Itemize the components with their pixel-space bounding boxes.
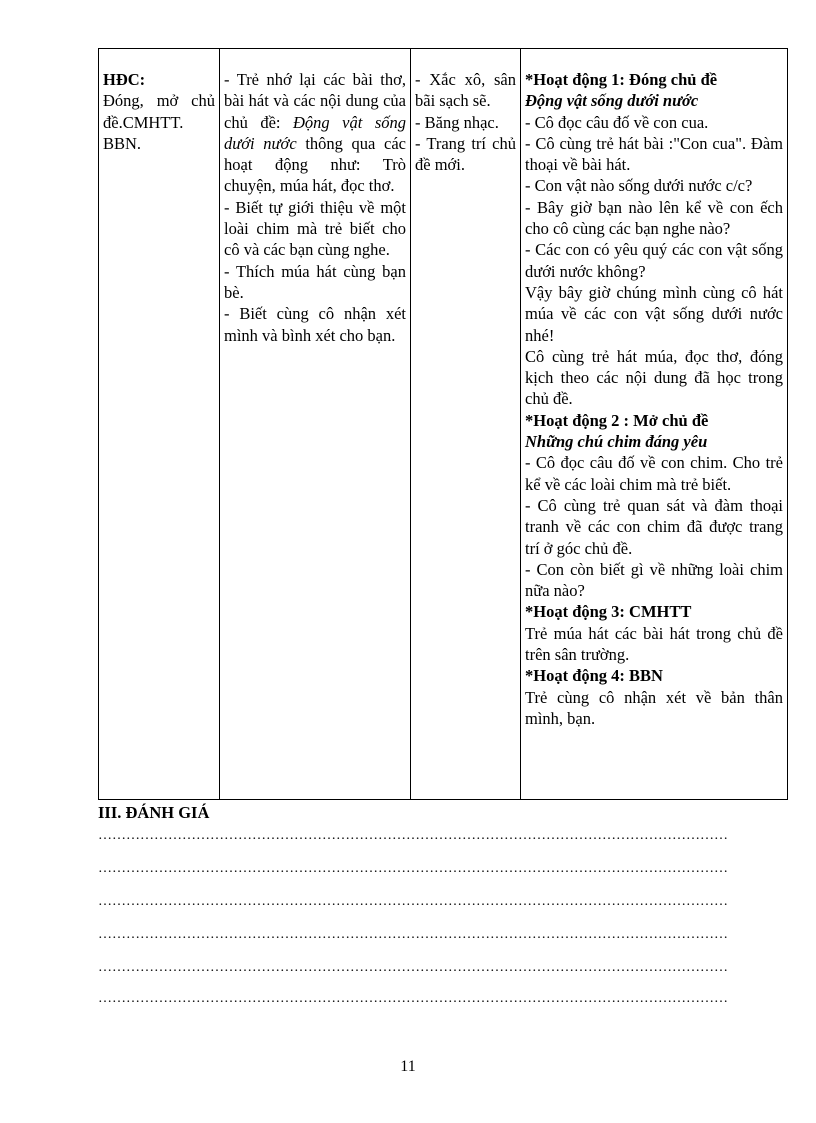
evaluation-line: ……………………………………………………………………………………………………………………… [98,894,728,909]
procedure-step: - Con vật nào sống dưới nước c/c? [525,176,753,196]
objectives-cell [220,49,411,800]
preparation-cell [411,49,521,800]
activity-subheading: Những chú chim đáng yêu [525,432,708,452]
evaluation-line: ……………………………………………………………………………………………………………………… [98,828,728,843]
procedure-step: - Cô cùng trẻ hát bài :"Con cua". Đàm thoại về bài hát. [525,133,783,175]
evaluation-line: ……………………………………………………………………………………………………………………… [98,991,728,1006]
procedure-step: - Bây giờ bạn nào lên kể về con ếch cho cô cùng các bạn nghe nào? [525,197,783,239]
procedure-step: - Cô đọc câu đố về con chim. Cho trẻ kể về các loài chim mà trẻ biết. [525,453,783,494]
procedure-step: Cô cùng trẻ hát múa, đọc thơ, đóng kịch theo các nội dung đã học trong chủ đề. [525,346,783,409]
activity-plan-table [98,48,788,800]
preparation-item: - Xắc xô, sân bãi sạch sẽ. [415,70,516,111]
procedure-step: Trẻ múa hát các bài hát trong chủ đề trên sân trường. [525,623,783,665]
evaluation-line: ……………………………………………………………………………………………………………………… [98,960,728,975]
procedure-cell [521,49,788,800]
topic-name-italic: Động vật sống dưới nước [224,112,407,153]
procedure-step: - Cô đọc câu đố về con cua. [525,112,709,132]
activity-heading: *Hoạt động 1: Đóng chủ đề [525,70,718,89]
procedure-step: - Các con có yêu quý các con vật sống dưới nước không? [525,240,783,281]
activity-type-body: Đóng, mở chủ đề.CMHTT. BBN. [103,91,215,153]
activity-heading: *Hoạt động 4: BBN [525,666,663,686]
activity-heading: *Hoạt động 3: CMHTT [525,602,692,622]
procedure-step: Vậy bây giờ chúng mình cùng cô hát múa về các con vật sống dưới nước nhé! [525,282,783,345]
objective-paragraph [224,69,406,197]
procedure-step: - Con còn biết gì về những loài chim nữa nào? [525,559,783,601]
activity-type-heading: HĐC: [103,70,146,89]
evaluation-line: ……………………………………………………………………………………………………………………… [98,861,728,876]
objective-paragraph: - Biết cùng cô nhận xét mình và bình xét cho bạn. [224,304,406,345]
objective-paragraph: - Biết tự giới thiệu về một loài chim mà trẻ biết cho cô và các bạn cùng nghe. [224,197,406,260]
procedure-step: Trẻ cùng cô nhận xét về bản thân mình, bạn. [525,687,783,728]
table-row [99,49,788,800]
objective-text: thông qua các hoạt động như: Trò chuyện, múa hát, đọc thơ. [224,133,406,196]
activity-type-cell [99,49,220,800]
activity-heading: *Hoạt động 2 : Mở chủ đề [525,410,709,430]
page-number: 11 [400,1058,416,1075]
preparation-item: - Băng nhạc. [415,112,499,132]
procedure-step: - Cô cùng trẻ quan sát và đàm thoại tranh về các con chim đã được trang trí ở góc chủ đề. [525,495,783,558]
evaluation-title: III. ĐÁNH GIÁ [98,803,210,822]
evaluation-line: ……………………………………………………………………………………………………………………… [98,927,728,942]
objective-paragraph: - Thích múa hát cùng bạn bè. [224,261,406,302]
preparation-item: - Trang trí chủ đề mới. [415,133,516,175]
activity-subheading: Động vật sống dưới nước [525,91,699,111]
objective-text: - Trẻ nhớ lại các bài thơ, bài hát và các nội dung của chủ đề: [224,70,406,132]
